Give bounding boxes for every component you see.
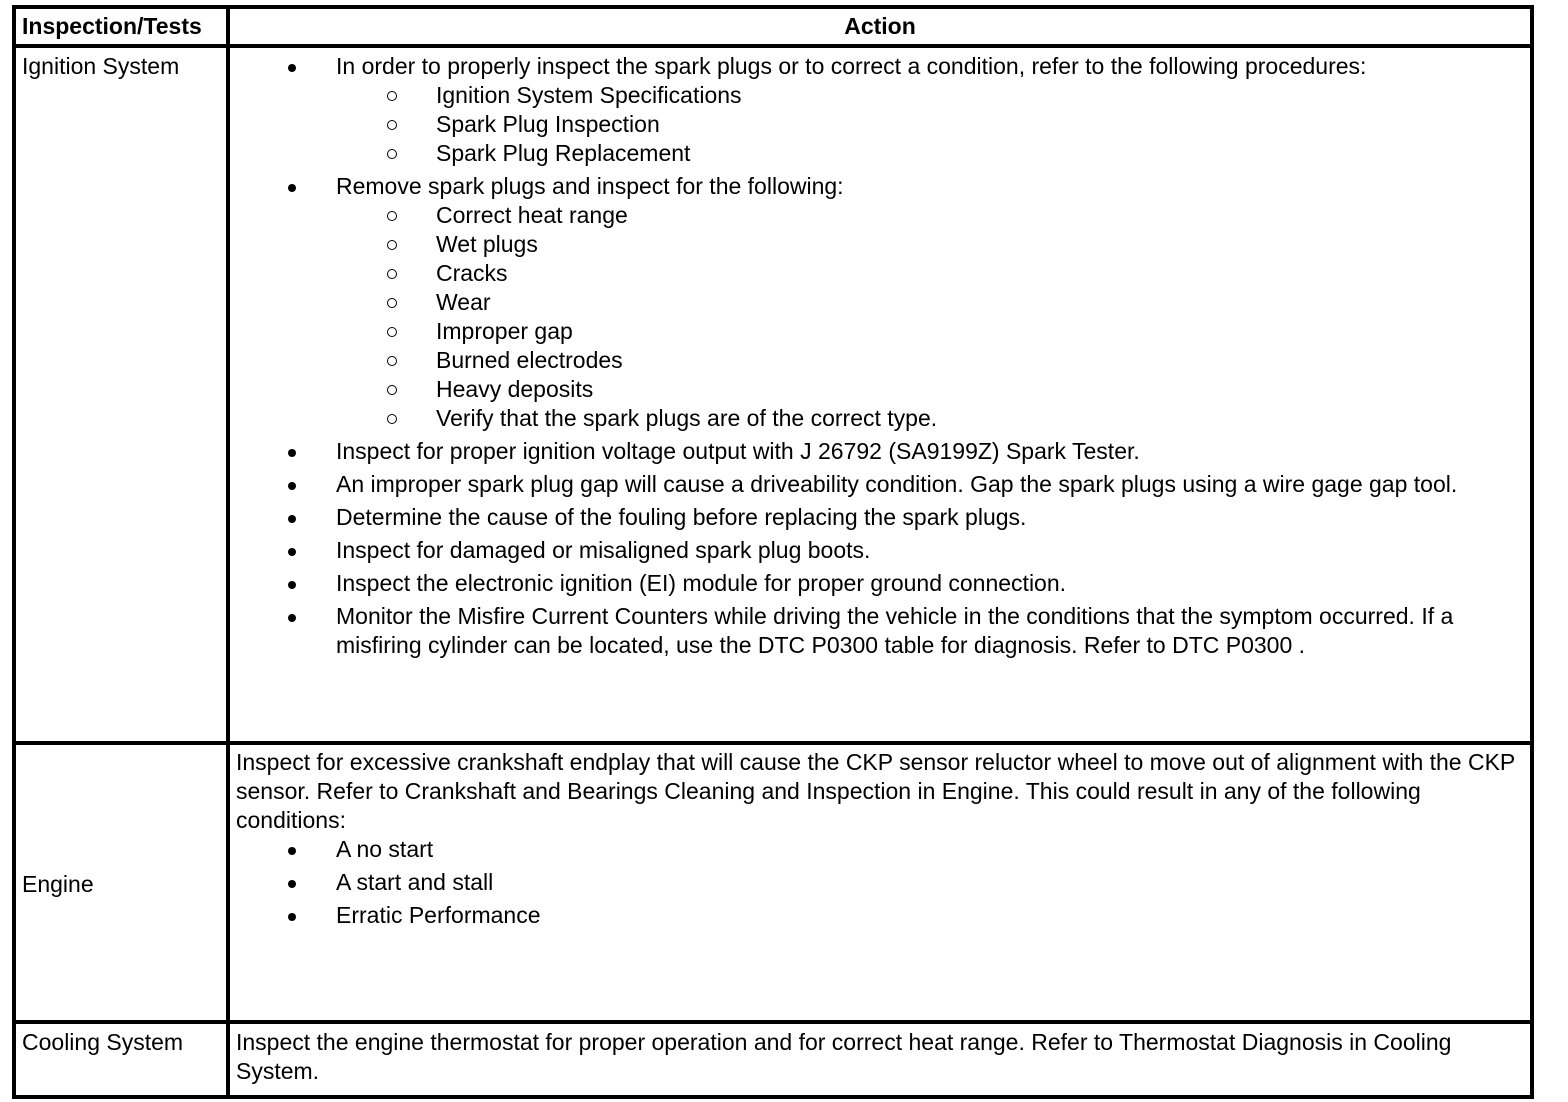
sub-list-item: Spark Plug Replacement	[336, 139, 1524, 168]
list-item: An improper spark plug gap will cause a driveability condition. Gap the spark plugs using a wire gage gap tool.	[236, 470, 1524, 499]
list-item	[236, 52, 1524, 168]
ignition-label: Ignition System	[14, 46, 228, 743]
table-row-ignition	[14, 46, 1532, 743]
sub-list	[336, 201, 1524, 433]
sub-list-item: Wear	[336, 288, 1524, 317]
header-action: Action	[228, 7, 1532, 46]
header-row	[14, 7, 1532, 46]
sub-list-item: Ignition System Specifications	[336, 81, 1524, 110]
sub-list-item: Improper gap	[336, 317, 1524, 346]
list-item: Inspect the electronic ignition (EI) module for proper ground connection.	[236, 569, 1524, 598]
cooling-action: Inspect the engine thermostat for proper operation and for correct heat range. Refer to Thermostat Diagnosis in Cooling System.	[228, 1022, 1532, 1097]
table-row-cooling	[14, 1022, 1532, 1097]
sub-list-item: Verify that the spark plugs are of the correct type.	[336, 404, 1524, 433]
list-item	[236, 172, 1524, 433]
inspection-table	[12, 5, 1534, 1099]
bullet-text: Remove spark plugs and inspect for the following:	[336, 173, 844, 199]
sub-list-item: Burned electrodes	[336, 346, 1524, 375]
engine-bullet-list	[236, 835, 1524, 930]
list-item: A start and stall	[236, 868, 1524, 897]
sub-list	[336, 81, 1524, 168]
ignition-bullet-list	[236, 52, 1524, 660]
sub-list-item: Heavy deposits	[336, 375, 1524, 404]
list-item: Erratic Performance	[236, 901, 1524, 930]
sub-list-item: Correct heat range	[336, 201, 1524, 230]
table-row-engine	[14, 743, 1532, 1022]
cooling-label: Cooling System	[14, 1022, 228, 1097]
list-item: Inspect for proper ignition voltage output with J 26792 (SA9199Z) Spark Tester.	[236, 437, 1524, 466]
sub-list-item: Cracks	[336, 259, 1524, 288]
header-inspection-tests: Inspection/Tests	[14, 7, 228, 46]
list-item: Monitor the Misfire Current Counters while driving the vehicle in the conditions that the symptom occurred. If a misfiring cylinder can be located, use the DTC P0300 table for diagnosis. Refer to DTC P0300 .	[236, 602, 1524, 660]
engine-action	[228, 743, 1532, 1022]
engine-label: Engine	[14, 743, 228, 1022]
sub-list-item: Spark Plug Inspection	[336, 110, 1524, 139]
bullet-text: In order to properly inspect the spark plugs or to correct a condition, refer to the following procedures:	[336, 53, 1367, 79]
list-item: A no start	[236, 835, 1524, 864]
engine-intro: Inspect for excessive crankshaft endplay that will cause the CKP sensor reluctor wheel to move out of alignment with the CKP sensor. Refer to Crankshaft and Bearings Cleaning and Inspection in Engine. This could result in any of the following conditions:	[236, 749, 1515, 833]
ignition-action	[228, 46, 1532, 743]
list-item: Inspect for damaged or misaligned spark plug boots.	[236, 536, 1524, 565]
list-item: Determine the cause of the fouling before replacing the spark plugs.	[236, 503, 1524, 532]
sub-list-item: Wet plugs	[336, 230, 1524, 259]
